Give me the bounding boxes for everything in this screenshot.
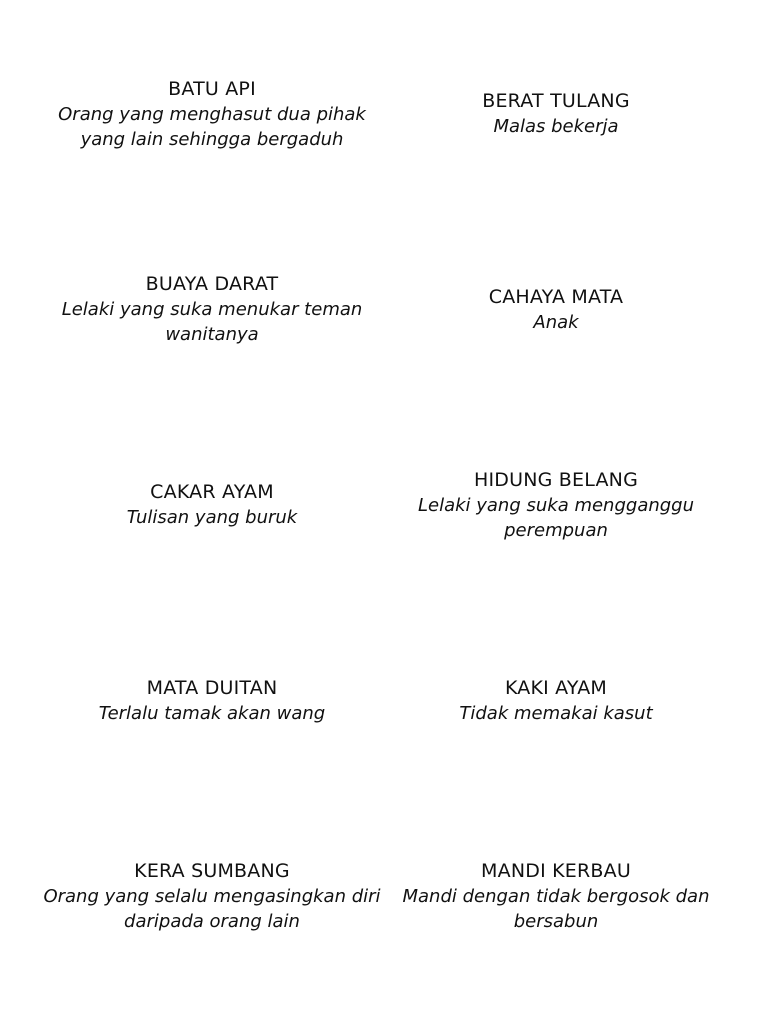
idiom-card-mandi-kerbau — [386, 858, 726, 934]
idiom-term: CAHAYA MATA — [488, 286, 624, 308]
idiom-meaning: Terlalu tamak akan wang — [98, 703, 326, 724]
idiom-term: BATU API — [168, 78, 256, 100]
idiom-card-hidung-belang — [386, 467, 726, 543]
idiom-meaning: Tidak memakai kasut — [459, 703, 653, 724]
idiom-meaning: Orang yang selalu mengasingkan diri daripada orang lain — [43, 886, 381, 932]
idiom-card-batu-api — [42, 76, 382, 152]
idiom-meaning: Lelaki yang suka mengganggu perempuan — [417, 495, 695, 541]
idiom-term: CAKAR AYAM — [150, 481, 274, 503]
idiom-card-mata-duitan — [42, 675, 382, 726]
idiom-meaning: Anak — [533, 312, 579, 333]
idiom-card-cahaya-mata — [386, 284, 726, 335]
idiom-card-kaki-ayam — [386, 675, 726, 726]
idiom-meaning: Tulisan yang buruk — [126, 507, 298, 528]
idiom-term: BUAYA DARAT — [145, 273, 279, 295]
idiom-term: MANDI KERBAU — [481, 860, 631, 882]
idiom-term: HIDUNG BELANG — [474, 469, 638, 491]
idiom-meaning: Mandi dengan tidak bergosok dan bersabun — [402, 886, 710, 932]
idiom-card-buaya-darat — [42, 271, 382, 347]
idiom-meaning: Malas bekerja — [493, 116, 619, 137]
idiom-term: BERAT TULANG — [482, 90, 630, 112]
idiom-meaning: Lelaki yang suka menukar teman wanitanya — [61, 299, 363, 345]
idiom-term: MATA DUITAN — [146, 677, 278, 699]
idiom-card-kera-sumbang — [42, 858, 382, 934]
idiom-card-berat-tulang — [386, 88, 726, 139]
idiom-card-cakar-ayam — [42, 479, 382, 530]
idiom-term: KERA SUMBANG — [134, 860, 290, 882]
idiom-term: KAKI AYAM — [504, 677, 608, 699]
idiom-meaning: Orang yang menghasut dua pihak yang lain sehingga bergaduh — [58, 104, 366, 150]
